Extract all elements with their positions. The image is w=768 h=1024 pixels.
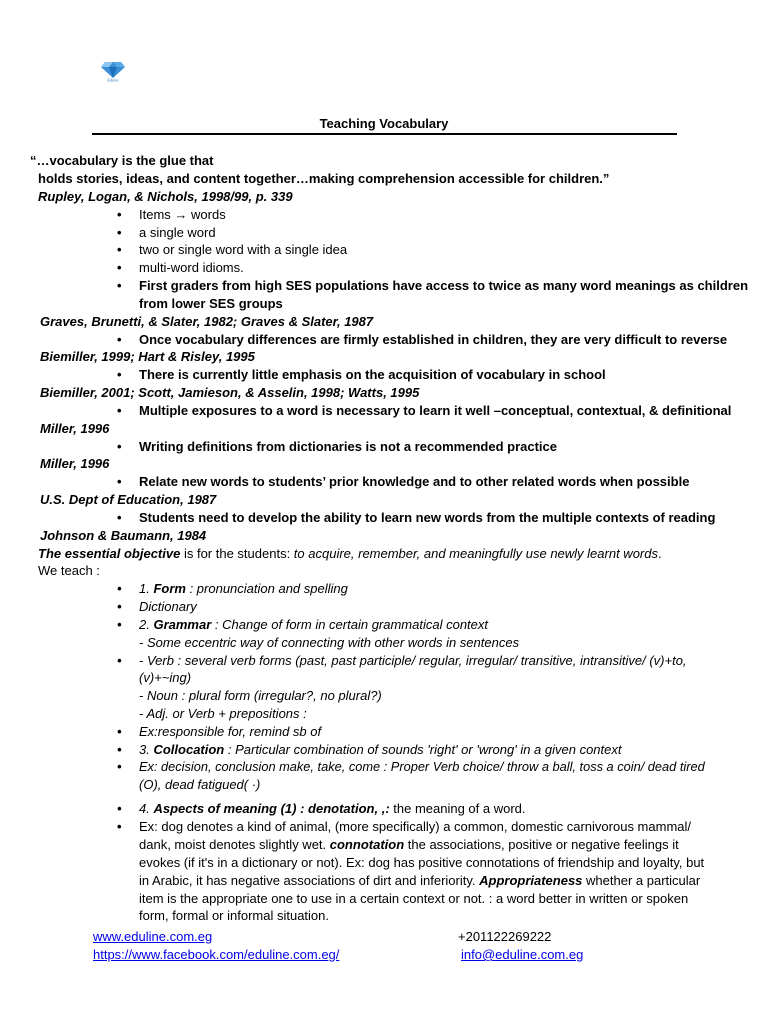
list-item: • Once vocabulary differences are firmly established in children, they are very difficult to reverse <box>139 331 727 348</box>
list-item: • 3. Collocation : Particular combination of sounds 'right' or 'wrong' in a given context <box>139 741 622 758</box>
email-link[interactable]: info@eduline.com.eg <box>461 947 584 962</box>
list-item: • Items → words <box>139 206 226 223</box>
list-item: • multi-word idioms. <box>139 259 244 276</box>
list-item-continuation: from lower SES groups <box>139 296 283 311</box>
list-item: • Multiple exposures to a word is necessary to learn it well –conceptual, contextual, & definitional <box>139 402 731 419</box>
list-item-continuation: - Some eccentric way of connecting with other words in sentences <box>139 635 520 650</box>
list-item: • First graders from high SES populations have access to twice as many word meanings as children <box>139 277 748 294</box>
list-item: • There is currently little emphasis on the acquisition of vocabulary in school <box>139 366 606 383</box>
citation: Miller, 1996 <box>40 456 110 471</box>
list-item: • two or single word with a single idea <box>139 241 347 258</box>
list-item: • - Verb : several verb forms (past, past participle/ regular, irregular/ transitive, intransitive/ (v)+to, <box>139 652 687 669</box>
list-item-continuation: (O), dead fatigued( ·) <box>139 777 261 792</box>
list-item: • Students need to develop the ability to learn new words from the multiple contexts of reading <box>139 509 715 526</box>
list-item: • 4. Aspects of meaning (1) : denotation, ,: the meaning of a word. <box>139 800 526 817</box>
list-item-continuation: item is the appropriate one to use in a certain context or not. : a word better in written or spoken <box>139 891 689 906</box>
we-teach-label: We teach : <box>38 563 100 578</box>
list-item-continuation: - Noun : plural form (irregular?, no plural?) <box>139 688 382 703</box>
list-item-continuation: dank, moist denotes slightly wet. connotation the associations, positive or negative feelings it <box>139 837 679 852</box>
list-item-continuation: (v)+~ing) <box>139 670 192 685</box>
list-item: • a single word <box>139 224 216 241</box>
quote-line-2: holds stories, ideas, and content together…making comprehension accessible for children.” <box>38 171 610 186</box>
page-title: Teaching Vocabulary <box>319 116 449 131</box>
citation: Biemiller, 1999; Hart & Risley, 1995 <box>40 349 255 364</box>
arrow-right-icon: → <box>174 207 188 222</box>
list-item-continuation: evokes (if it's in a dictionary or not). Ex: dog has positive connotations of friendship and loyalty, but <box>139 855 705 870</box>
citation: Graves, Brunetti, & Slater, 1982; Graves & Slater, 1987 <box>40 314 374 329</box>
citation: Johnson & Baumann, 1984 <box>40 528 207 543</box>
logo-text: Eduline <box>107 78 119 82</box>
list-item-continuation: form, formal or informal situation. <box>139 908 330 923</box>
citation: U.S. Dept of Education, 1987 <box>40 492 217 507</box>
facebook-link[interactable]: https://www.facebook.com/eduline.com.eg/ <box>93 947 340 962</box>
list-item: • Writing definitions from dictionaries is not a recommended practice <box>139 438 557 455</box>
list-item: • 2. Grammar : Change of form in certain grammatical context <box>139 616 488 633</box>
list-item: • Ex: decision, conclusion make, take, come : Proper Verb choice/ throw a ball, toss a coin/ dead tired <box>139 758 705 775</box>
list-item: • Ex:responsible for, remind sb of <box>139 723 321 740</box>
essential-objective: The essential objective is for the students: to acquire, remember, and meaningfully use newly learnt words. <box>38 546 662 561</box>
list-item: • Dictionary <box>139 598 197 615</box>
quote-line-1: “…vocabulary is the glue that <box>30 153 214 168</box>
eduline-logo <box>100 58 126 82</box>
citation: Biemiller, 2001; Scott, Jamieson, & Asselin, 1998; Watts, 1995 <box>40 385 420 400</box>
citation: Miller, 1996 <box>40 421 110 436</box>
list-item: • 1. Form : pronunciation and spelling <box>139 580 348 597</box>
list-item-continuation: - Adj. or Verb + prepositions : <box>139 706 307 721</box>
title-underline <box>92 133 677 135</box>
list-item: • Relate new words to students’ prior knowledge and to other related words when possible <box>139 473 689 490</box>
list-item-continuation: in Arabic, it has negative associations of dirt and inferiority. Appropriateness whether a particular <box>139 873 701 888</box>
website-link[interactable]: www.eduline.com.eg <box>93 929 213 944</box>
phone-number: +201122269222 <box>458 929 552 944</box>
diamond-logo-icon <box>100 58 126 82</box>
list-item: • Ex: dog denotes a kind of animal, (more specifically) a common, domestic carnivorous mammal/ <box>139 818 691 835</box>
quote-citation: Rupley, Logan, & Nichols, 1998/99, p. 339 <box>38 189 293 204</box>
